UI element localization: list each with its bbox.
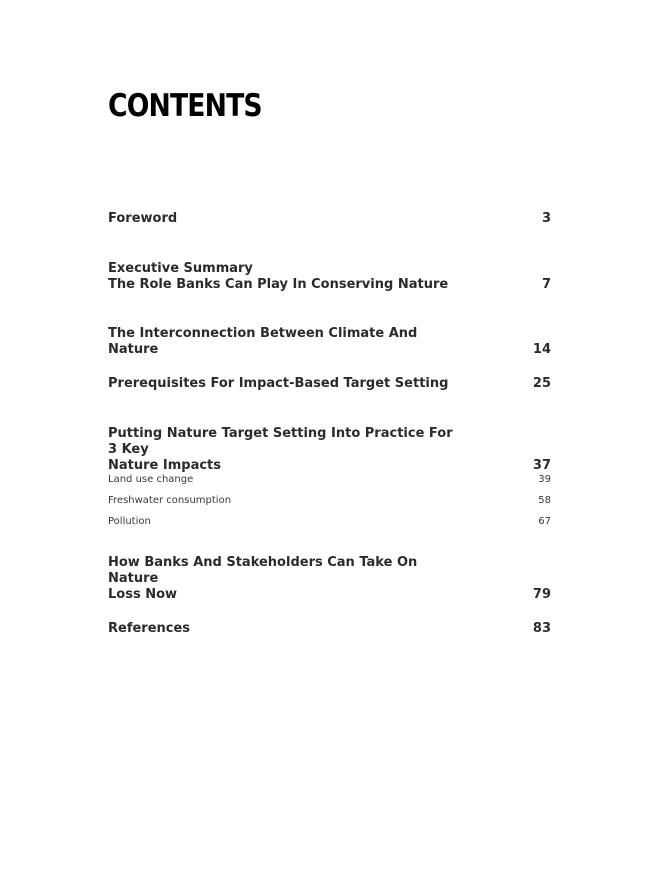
toc-page-number: 3 xyxy=(541,211,551,226)
toc-subentry-land-use[interactable] xyxy=(108,473,551,486)
toc-entry-label: Putting Nature Target Setting Into Practice For 3 Key Nature Impacts xyxy=(108,426,453,473)
toc-page-number: 39 xyxy=(538,474,551,485)
toc-subentry-pollution[interactable] xyxy=(108,515,551,528)
page-title: CONTENTS xyxy=(108,88,262,124)
toc-page-number: 7 xyxy=(541,277,551,292)
toc-entry-label: How Banks And Stakeholders Can Take On Nature Loss Now xyxy=(108,555,418,602)
toc-entry-label: Prerequisites For Impact-Based Target Setting xyxy=(108,376,449,391)
toc-subentry-freshwater[interactable] xyxy=(108,494,551,507)
toc-page-number: 79 xyxy=(532,587,551,602)
toc-entry-label: Foreword xyxy=(108,211,178,226)
toc-page-number: 25 xyxy=(532,376,551,391)
toc-page-number: 14 xyxy=(532,342,551,357)
toc-entry-label: Executive Summary The Role Banks Can Play In Conserving Nature xyxy=(108,261,449,292)
toc-page-number: 67 xyxy=(538,516,551,527)
toc-subentry-label: Land use change xyxy=(108,474,194,485)
toc-page-number: 37 xyxy=(532,458,551,473)
toc-entry-putting-into-practice[interactable] xyxy=(108,426,551,474)
toc-page-number: 83 xyxy=(532,621,551,636)
toc-entry-label: The Interconnection Between Climate And Nature xyxy=(108,326,418,357)
toc-entry-prerequisites[interactable] xyxy=(108,376,551,392)
toc-entry-label: References xyxy=(108,621,191,636)
toc-page-number: 58 xyxy=(538,495,551,506)
toc-subentry-label: Freshwater consumption xyxy=(108,495,232,506)
toc-subentry-label: Pollution xyxy=(108,516,151,527)
toc-entry-how-banks[interactable] xyxy=(108,555,551,603)
toc-entry-executive-summary[interactable] xyxy=(108,261,551,293)
toc-entry-references[interactable] xyxy=(108,621,551,637)
toc-entry-interconnection[interactable] xyxy=(108,326,551,358)
toc-entry-foreword[interactable] xyxy=(108,211,551,227)
